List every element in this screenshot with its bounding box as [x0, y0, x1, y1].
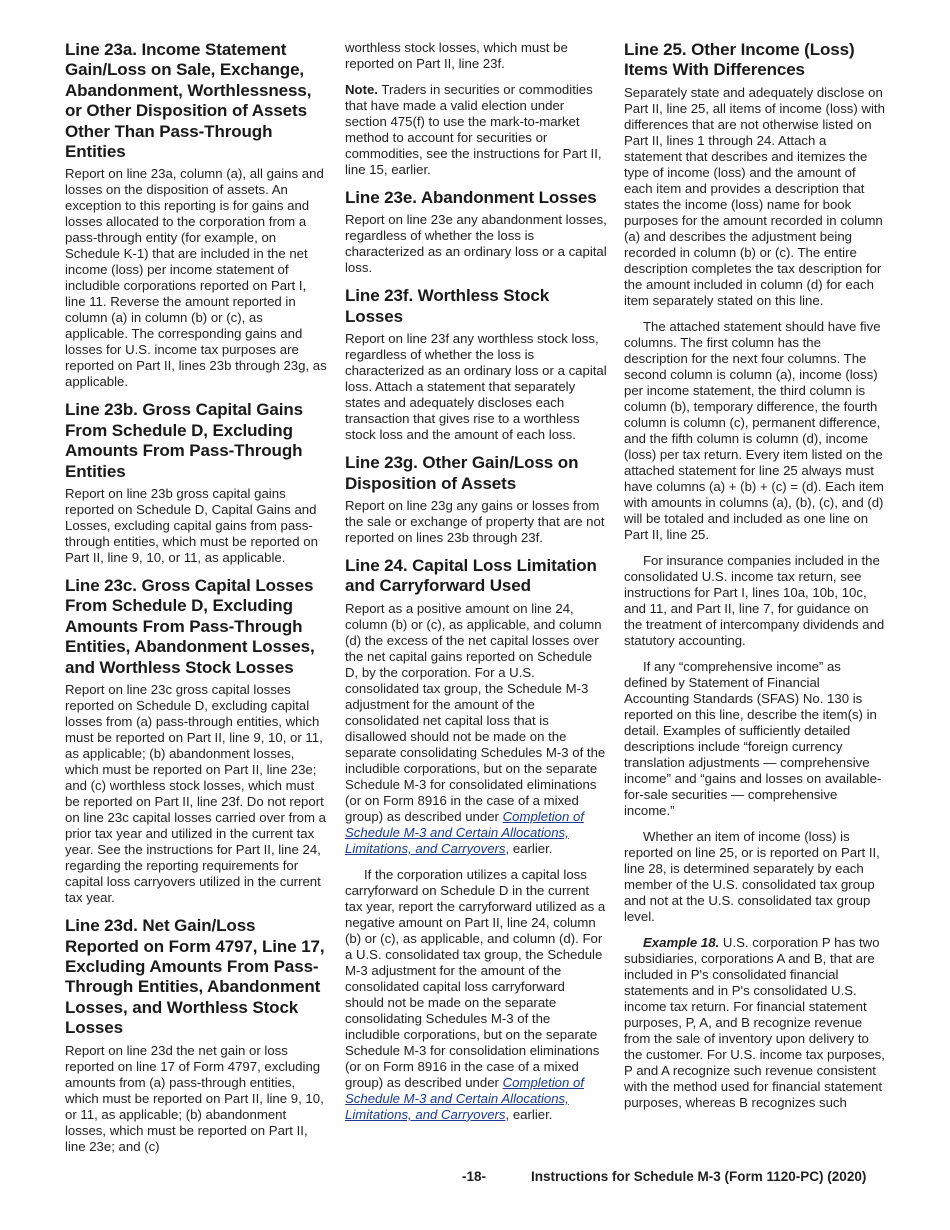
column-2: [345, 40, 607, 1133]
document-title: Instructions for Schedule M-3 (Form 1120-PC) (2020): [531, 1169, 867, 1184]
paragraph-line-24-b: [345, 867, 607, 1123]
page-number: -18-: [462, 1169, 487, 1184]
heading-line-23c: Line 23c. Gross Capital Losses From Schedule D, Excluding Amounts From Pass-Through Entities, Abandonment Losses, and Worthless Stock Losses: [65, 576, 315, 677]
example-text: U.S. corporation P has two subsidiaries, corporations A and B, that are included in P's consolidated financial statements and in P's consolidated U.S. income tax return. For financial statement purposes, P, A, and B recognize revenue from the sale of inventory upon delivery to the customer. For U.S. income tax purposes, P and A recognize such revenue consistent with the method used for financial statement purposes, whereas B recognizes such: [624, 934, 885, 1110]
paragraph-line-23f: Report on line 23f any worthless stock loss, regardless of whether the loss is characterized as an ordinary loss or a capital loss. Attach a statement that separately states and adequately discloses each transaction that gives rise to a worthless stock loss and the amount of each loss.: [345, 331, 607, 443]
completion-schedule-m3-link-2[interactable]: Completion of Schedule M-3 and Certain Allocations, Limitations, and Carryovers: [345, 1074, 584, 1122]
paragraph-line-25-b: The attached statement should have five columns. The first column has the description for the next four columns. The second column is column (a), income (loss) per income statement, the third column is column (b), temporary difference, the fourth column is column (c), permanent difference, and the fifth column is column (d), income (loss) per tax return. Every item listed on the attached statement for line 25 always must have columns (a) + (b) + (c) = (d). Each item with amounts in columns (a), (b), (c), and (d) will be totaled and included as one line on Part II, line 25.: [624, 318, 884, 542]
heading-line-23d: Line 23d. Net Gain/Loss Reported on Form 4797, Line 17, Excluding Amounts From Pass-Through Entities, Abandonment Losses, and Worthless Stock Losses: [65, 916, 325, 1038]
heading-line-23a: Line 23a. Income Statement Gain/Loss on Sale, Exchange, Abandonment, Worthlessness, or Other Disposition of Assets Other Than Pass-Through Entities: [65, 40, 312, 162]
column-3: [624, 40, 886, 1121]
paragraph-line-25-d: If any “comprehensive income” as defined by Statement of Financial Accounting Standards (SFAS) No. 130 is reported on this line, describe the item(s) in detail. Examples of sufficiently detailed descriptions include “foreign currency translation adjustments — comprehensive income” and “gains and losses on available-for-sale securities — comprehensive income.”: [624, 658, 882, 818]
completion-schedule-m3-link[interactable]: Completion of Schedule M-3 and Certain Allocations, Limitations, and Carryovers: [345, 808, 584, 856]
heading-line-24: Line 24. Capital Loss Limitation and Carryforward Used: [345, 556, 597, 596]
paragraph-line-23c: Report on line 23c gross capital losses reported on Schedule D, excluding capital losses from (a) pass-through entities, which must be reported on Part II, line 9, 10, or 11, as applicable; (b) abandonment losses, which must be reported on Part II, line 23e; and (c) worthless stock losses, which must be reported on Part II, line 23f. Do not report on line 23c capital losses carried over from a prior tax year and utilized in the current tax year. See the instructions for Part II, line 24, regarding the reporting requirements for capital loss carryovers utilized in the current tax year.: [65, 682, 326, 906]
paragraph-line-24-b-text: If the corporation utilizes a capital loss carryforward on Schedule D in the current tax year, report the carryforward utilized as a negative amount on Part II, line 24, column (b) or (c), as applicable, and column (d). For a U.S. consolidated tax group, the Schedule M-3 adjustment for the amount of the consolidated capital loss carryforward should not be made on the separate consolidating Schedules M-3 of the includible corporations, but on the separate Schedule M-3 for consolidation eliminations (or on Form 8916 in the case of a mixed group) as described under: [345, 866, 606, 1090]
paragraph-line-25-e: Whether an item of income (loss) is reported on line 25, or is reported on Part II, line 28, is determined separately by each member of the U.S. consolidated tax group and not at the U.S. consolidated tax group level.: [624, 828, 880, 924]
column-1: [65, 40, 327, 1165]
earlier-text-1: , earlier.: [505, 840, 553, 856]
example-18-paragraph: [624, 935, 886, 1111]
heading-line-23f: Line 23f. Worthless Stock Losses: [345, 286, 550, 326]
paragraph-line-25-a: Separately state and adequately disclose on Part II, line 25, all items of income (loss) with differences that are not otherwise listed on Part II, lines 1 through 24. Attach a statement that describes and itemizes the type of income (loss) and the amount of each item and provides a description that states the income (loss) name for book purposes for the amount recorded in column (a) and describes the adjustment being recorded in column (b) or (c). The entire description completes the tax description for the amount included in column (d) for each item separately stated on this line.: [624, 84, 885, 308]
paragraph-line-25-c: For insurance companies included in the consolidated U.S. income tax return, see instructions for Part I, lines 10a, 10b, 10c, and 11, and Part II, line 7, for guidance on the treatment of intercompany dividends and statutory accounting.: [624, 552, 885, 648]
paragraph-line-23b: Report on line 23b gross capital gains reported on Schedule D, Capital Gains and Losses, excluding capital gains from pass-through entities, which must be reported on Part II, line 9, 10, or 11, as applicable.: [65, 486, 318, 566]
paragraph-line-23d-continued: worthless stock losses, which must be reported on Part II, line 23f.: [345, 40, 568, 71]
note-paragraph: [345, 82, 607, 178]
paragraph-line-23e: Report on line 23e any abandonment losses, regardless of whether the loss is characterized as an ordinary loss or a capital loss.: [345, 212, 607, 276]
note-label: Note.: [345, 82, 378, 97]
example-label: Example 18.: [643, 934, 720, 950]
paragraph-line-24-a: [345, 601, 607, 857]
heading-line-23g: Line 23g. Other Gain/Loss on Disposition of Assets: [345, 453, 579, 493]
heading-line-25: Line 25. Other Income (Loss) Items With Differences: [624, 40, 855, 80]
heading-line-23e: Line 23e. Abandonment Losses: [345, 188, 597, 207]
paragraph-line-23g: Report on line 23g any gains or losses from the sale or exchange of property that are not reported on lines 23b through 23f.: [345, 498, 605, 546]
paragraph-line-23a: Report on line 23a, column (a), all gains and losses on the disposition of assets. An exception to this reporting is for gains and losses allocated to the corporation from a pass-through entity (for example, on Schedule K-1) that are included in the net income (loss) per income statement of includible corporations reported on Part I, line 11. Reverse the amount reported in column (a) in column (b) or (c), as applicable. The corresponding gains and losses for U.S. income tax purposes are reported on Part II, lines 23b through 23g, as applicable.: [65, 166, 327, 390]
heading-line-23b: Line 23b. Gross Capital Gains From Schedule D, Excluding Amounts From Pass-Through Entities: [65, 400, 304, 481]
paragraph-line-24-a-text: Report as a positive amount on line 24, column (b) or (c), as applicable, and column (d) the excess of the net capital losses over the net capital gains reported on Schedule D, by the corporation. For a U.S. consolidated tax group, the Schedule M-3 adjustment for the amount of the consolidated net capital loss that is disallowed should not be made on the separate consolidating Schedules M-3 of the includible corporations, but on the separate Schedule M-3 for consolidated eliminations (or on Form 8916 in the case of a mixed group) as described under: [345, 600, 606, 824]
note-text: Traders in securities or commodities that have made a valid election under section 475(f) to use the mark-to-market method to account for securities or commodities, see the instructions for Part II, line 15, earlier.: [345, 82, 602, 177]
earlier-text-2: , earlier.: [505, 1106, 553, 1122]
paragraph-line-23d: Report on line 23d the net gain or loss reported on line 17 of Form 4797, excluding amounts from (a) pass-through entities, which must be reported on Part II, line 9, 10, or 11, as applicable; (b) abandonment losses, which must be reported on Part II, line 23e; and (c): [65, 1042, 324, 1154]
